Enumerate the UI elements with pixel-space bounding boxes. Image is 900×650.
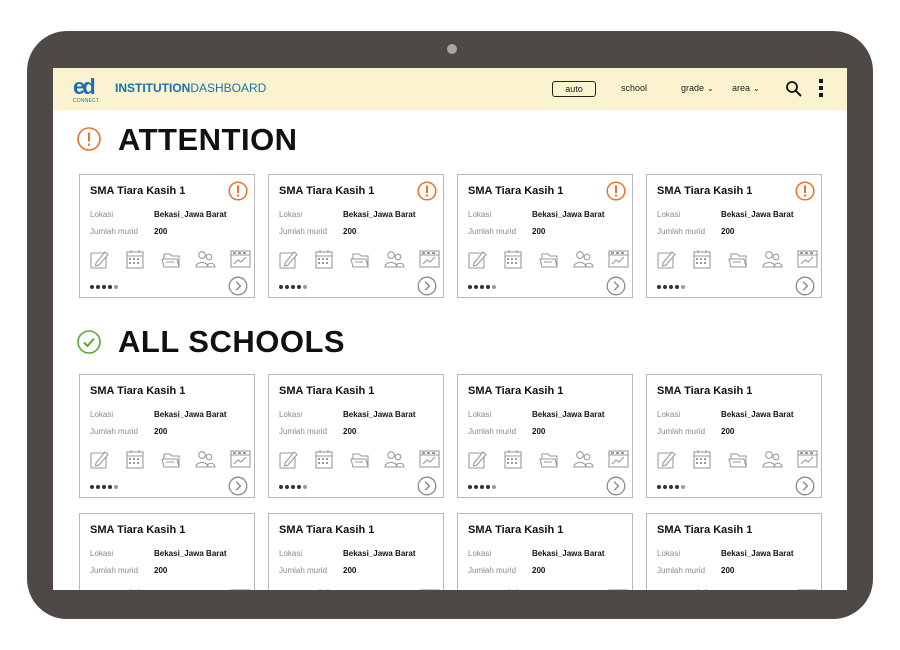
arrow-right-circle-icon[interactable] [606, 276, 626, 296]
school-card[interactable] [79, 513, 255, 590]
chevron-down-icon: ⌄ [707, 84, 714, 93]
calendar-icon[interactable] [314, 449, 335, 469]
action-icons [657, 249, 817, 271]
school-card[interactable] [79, 374, 255, 498]
chart-icon[interactable] [419, 449, 440, 469]
arrow-right-circle-icon[interactable] [606, 476, 626, 496]
arrow-right-circle-icon[interactable] [228, 476, 248, 496]
chart-icon[interactable] [797, 449, 818, 469]
logo-subtext: CONNECT [73, 98, 100, 104]
murid-label: Jumlah murid [657, 427, 706, 436]
page-dots [657, 285, 687, 290]
screen [53, 68, 847, 590]
users-icon[interactable] [573, 249, 594, 269]
folder-icon[interactable] [350, 588, 371, 590]
action-icons [279, 588, 439, 590]
murid-label: Jumlah murid [468, 227, 517, 236]
chart-icon[interactable] [608, 588, 629, 590]
lokasi-label: Lokasi [657, 410, 681, 419]
nav-area-label: area [732, 83, 751, 93]
murid-label: Jumlah murid [468, 566, 517, 575]
edit-icon[interactable] [90, 588, 111, 590]
folder-icon[interactable] [728, 588, 749, 590]
nav-school[interactable] [621, 83, 647, 93]
folder-icon[interactable] [539, 588, 560, 590]
murid-label: Jumlah murid [468, 427, 517, 436]
chart-icon[interactable] [419, 249, 440, 269]
school-name: SMA Tiara Kasih 1 [657, 185, 753, 197]
action-icons [468, 249, 628, 271]
murid-label: Jumlah murid [279, 566, 328, 575]
calendar-icon[interactable] [503, 588, 524, 590]
action-icons [90, 588, 250, 590]
school-name: SMA Tiara Kasih 1 [657, 524, 753, 536]
search-icon[interactable] [785, 80, 803, 98]
school-name: SMA Tiara Kasih 1 [657, 385, 753, 397]
edit-icon[interactable] [279, 588, 300, 590]
lokasi-value: Bekasi_Jawa Barat [532, 210, 605, 219]
edit-icon[interactable] [468, 449, 489, 469]
lokasi-label: Lokasi [90, 410, 114, 419]
chart-icon[interactable] [608, 249, 629, 269]
murid-value: 200 [154, 227, 168, 236]
logo-mark: ed [73, 74, 93, 99]
app-title-light: DASHBOARD [190, 81, 267, 95]
murid-label: Jumlah murid [90, 427, 139, 436]
camera-dot [447, 44, 457, 54]
lokasi-value: Bekasi_Jawa Barat [721, 210, 794, 219]
school-card[interactable] [646, 374, 822, 498]
alert-icon[interactable] [228, 181, 248, 201]
edit-icon[interactable] [90, 449, 111, 469]
school-name: SMA Tiara Kasih 1 [90, 385, 186, 397]
alert-icon [77, 127, 101, 151]
nav-auto-button[interactable]: auto [552, 81, 596, 97]
school-name: SMA Tiara Kasih 1 [279, 385, 375, 397]
calendar-icon[interactable] [125, 588, 146, 590]
top-bar [53, 68, 847, 110]
users-icon[interactable] [573, 588, 594, 590]
nav-area-dropdown[interactable] [732, 83, 760, 93]
users-icon[interactable] [762, 249, 783, 269]
edit-icon[interactable] [279, 249, 300, 269]
page-dots [468, 485, 498, 490]
action-icons [468, 449, 628, 471]
users-icon[interactable] [384, 449, 405, 469]
lokasi-label: Lokasi [279, 210, 303, 219]
edit-icon[interactable] [657, 588, 678, 590]
check-circle-icon [77, 330, 101, 354]
lokasi-value: Bekasi_Jawa Barat [721, 549, 794, 558]
school-card[interactable] [268, 174, 444, 298]
chart-icon[interactable] [230, 449, 251, 469]
school-name: SMA Tiara Kasih 1 [279, 185, 375, 197]
folder-icon[interactable] [350, 249, 371, 269]
lokasi-value: Bekasi_Jawa Barat [343, 549, 416, 558]
arrow-right-circle-icon[interactable] [795, 276, 815, 296]
lokasi-value: Bekasi_Jawa Barat [532, 410, 605, 419]
lokasi-value: Bekasi_Jawa Barat [721, 410, 794, 419]
murid-label: Jumlah murid [279, 427, 328, 436]
action-icons [279, 449, 439, 471]
murid-value: 200 [721, 227, 735, 236]
chart-icon[interactable] [230, 588, 251, 590]
action-icons [90, 449, 250, 471]
murid-label: Jumlah murid [279, 227, 328, 236]
chevron-down-icon: ⌄ [753, 84, 760, 93]
users-icon[interactable] [573, 449, 594, 469]
calendar-icon[interactable] [692, 588, 713, 590]
users-icon[interactable] [195, 588, 216, 590]
alert-icon[interactable] [795, 181, 815, 201]
action-icons [279, 249, 439, 271]
page-dots [279, 485, 309, 490]
users-icon[interactable] [384, 588, 405, 590]
murid-value: 200 [154, 427, 168, 436]
action-icons [468, 588, 628, 590]
lokasi-value: Bekasi_Jawa Barat [154, 410, 227, 419]
page-dots [90, 485, 120, 490]
edit-icon[interactable] [468, 249, 489, 269]
lokasi-value: Bekasi_Jawa Barat [343, 410, 416, 419]
calendar-icon[interactable] [692, 449, 713, 469]
murid-label: Jumlah murid [90, 227, 139, 236]
page-dots [279, 285, 309, 290]
kebab-menu-icon[interactable] [819, 79, 825, 99]
users-icon[interactable] [762, 588, 783, 590]
nav-grade-label: grade [681, 83, 705, 93]
page-dots [657, 485, 687, 490]
lokasi-label: Lokasi [279, 549, 303, 558]
nav-grade-dropdown[interactable] [681, 83, 714, 93]
murid-value: 200 [532, 427, 546, 436]
school-card[interactable] [79, 174, 255, 298]
school-card[interactable] [646, 174, 822, 298]
calendar-icon[interactable] [314, 249, 335, 269]
lokasi-value: Bekasi_Jawa Barat [532, 549, 605, 558]
chart-icon[interactable] [419, 588, 440, 590]
murid-label: Jumlah murid [90, 566, 139, 575]
school-card[interactable] [646, 513, 822, 590]
edit-icon[interactable] [279, 449, 300, 469]
folder-icon[interactable] [161, 588, 182, 590]
app-title [115, 81, 266, 95]
folder-icon[interactable] [539, 449, 560, 469]
calendar-icon[interactable] [125, 249, 146, 269]
arrow-right-circle-icon[interactable] [228, 276, 248, 296]
lokasi-label: Lokasi [468, 549, 492, 558]
users-icon[interactable] [195, 249, 216, 269]
murid-value: 200 [721, 566, 735, 575]
chart-icon[interactable] [797, 249, 818, 269]
calendar-icon[interactable] [503, 449, 524, 469]
alert-icon[interactable] [606, 181, 626, 201]
school-name: SMA Tiara Kasih 1 [279, 524, 375, 536]
edit-icon[interactable] [657, 449, 678, 469]
edit-icon[interactable] [657, 249, 678, 269]
lokasi-value: Bekasi_Jawa Barat [343, 210, 416, 219]
app-title-bold: INSTITUTION [115, 81, 191, 95]
folder-icon[interactable] [350, 449, 371, 469]
lokasi-label: Lokasi [657, 549, 681, 558]
arrow-right-circle-icon[interactable] [417, 476, 437, 496]
chart-icon[interactable] [230, 249, 251, 269]
school-card[interactable] [457, 174, 633, 298]
calendar-icon[interactable] [125, 449, 146, 469]
edit-icon[interactable] [468, 588, 489, 590]
action-icons [657, 449, 817, 471]
school-name: SMA Tiara Kasih 1 [468, 524, 564, 536]
logo[interactable] [73, 76, 99, 104]
calendar-icon[interactable] [503, 249, 524, 269]
arrow-right-circle-icon[interactable] [417, 276, 437, 296]
murid-value: 200 [532, 566, 546, 575]
school-name: SMA Tiara Kasih 1 [468, 185, 564, 197]
lokasi-value: Bekasi_Jawa Barat [154, 549, 227, 558]
lokasi-label: Lokasi [657, 210, 681, 219]
folder-icon[interactable] [161, 449, 182, 469]
nav-school-label: school [621, 83, 648, 93]
chart-icon[interactable] [608, 449, 629, 469]
school-card[interactable] [268, 374, 444, 498]
section-title-attention: ATTENTION [118, 122, 298, 157]
murid-value: 200 [343, 227, 357, 236]
lokasi-label: Lokasi [468, 210, 492, 219]
calendar-icon[interactable] [692, 249, 713, 269]
edit-icon[interactable] [90, 249, 111, 269]
folder-icon[interactable] [161, 249, 182, 269]
lokasi-label: Lokasi [279, 410, 303, 419]
calendar-icon[interactable] [314, 588, 335, 590]
lokasi-value: Bekasi_Jawa Barat [154, 210, 227, 219]
arrow-right-circle-icon[interactable] [795, 476, 815, 496]
users-icon[interactable] [195, 449, 216, 469]
murid-value: 200 [721, 427, 735, 436]
school-card[interactable] [457, 513, 633, 590]
action-icons [657, 588, 817, 590]
folder-icon[interactable] [728, 249, 749, 269]
murid-value: 200 [343, 566, 357, 575]
murid-value: 200 [532, 227, 546, 236]
school-card[interactable] [457, 374, 633, 498]
action-icons [90, 249, 250, 271]
folder-icon[interactable] [539, 249, 560, 269]
murid-value: 200 [343, 427, 357, 436]
murid-label: Jumlah murid [657, 566, 706, 575]
section-title-all-schools: ALL SCHOOLS [118, 324, 346, 359]
school-name: SMA Tiara Kasih 1 [90, 185, 186, 197]
chart-icon[interactable] [797, 588, 818, 590]
school-name: SMA Tiara Kasih 1 [90, 524, 186, 536]
page-dots [468, 285, 498, 290]
users-icon[interactable] [384, 249, 405, 269]
school-card[interactable] [268, 513, 444, 590]
users-icon[interactable] [762, 449, 783, 469]
page-dots [90, 285, 120, 290]
murid-label: Jumlah murid [657, 227, 706, 236]
folder-icon[interactable] [728, 449, 749, 469]
lokasi-label: Lokasi [90, 210, 114, 219]
alert-icon[interactable] [417, 181, 437, 201]
lokasi-label: Lokasi [468, 410, 492, 419]
murid-value: 200 [154, 566, 168, 575]
lokasi-label: Lokasi [90, 549, 114, 558]
school-name: SMA Tiara Kasih 1 [468, 385, 564, 397]
